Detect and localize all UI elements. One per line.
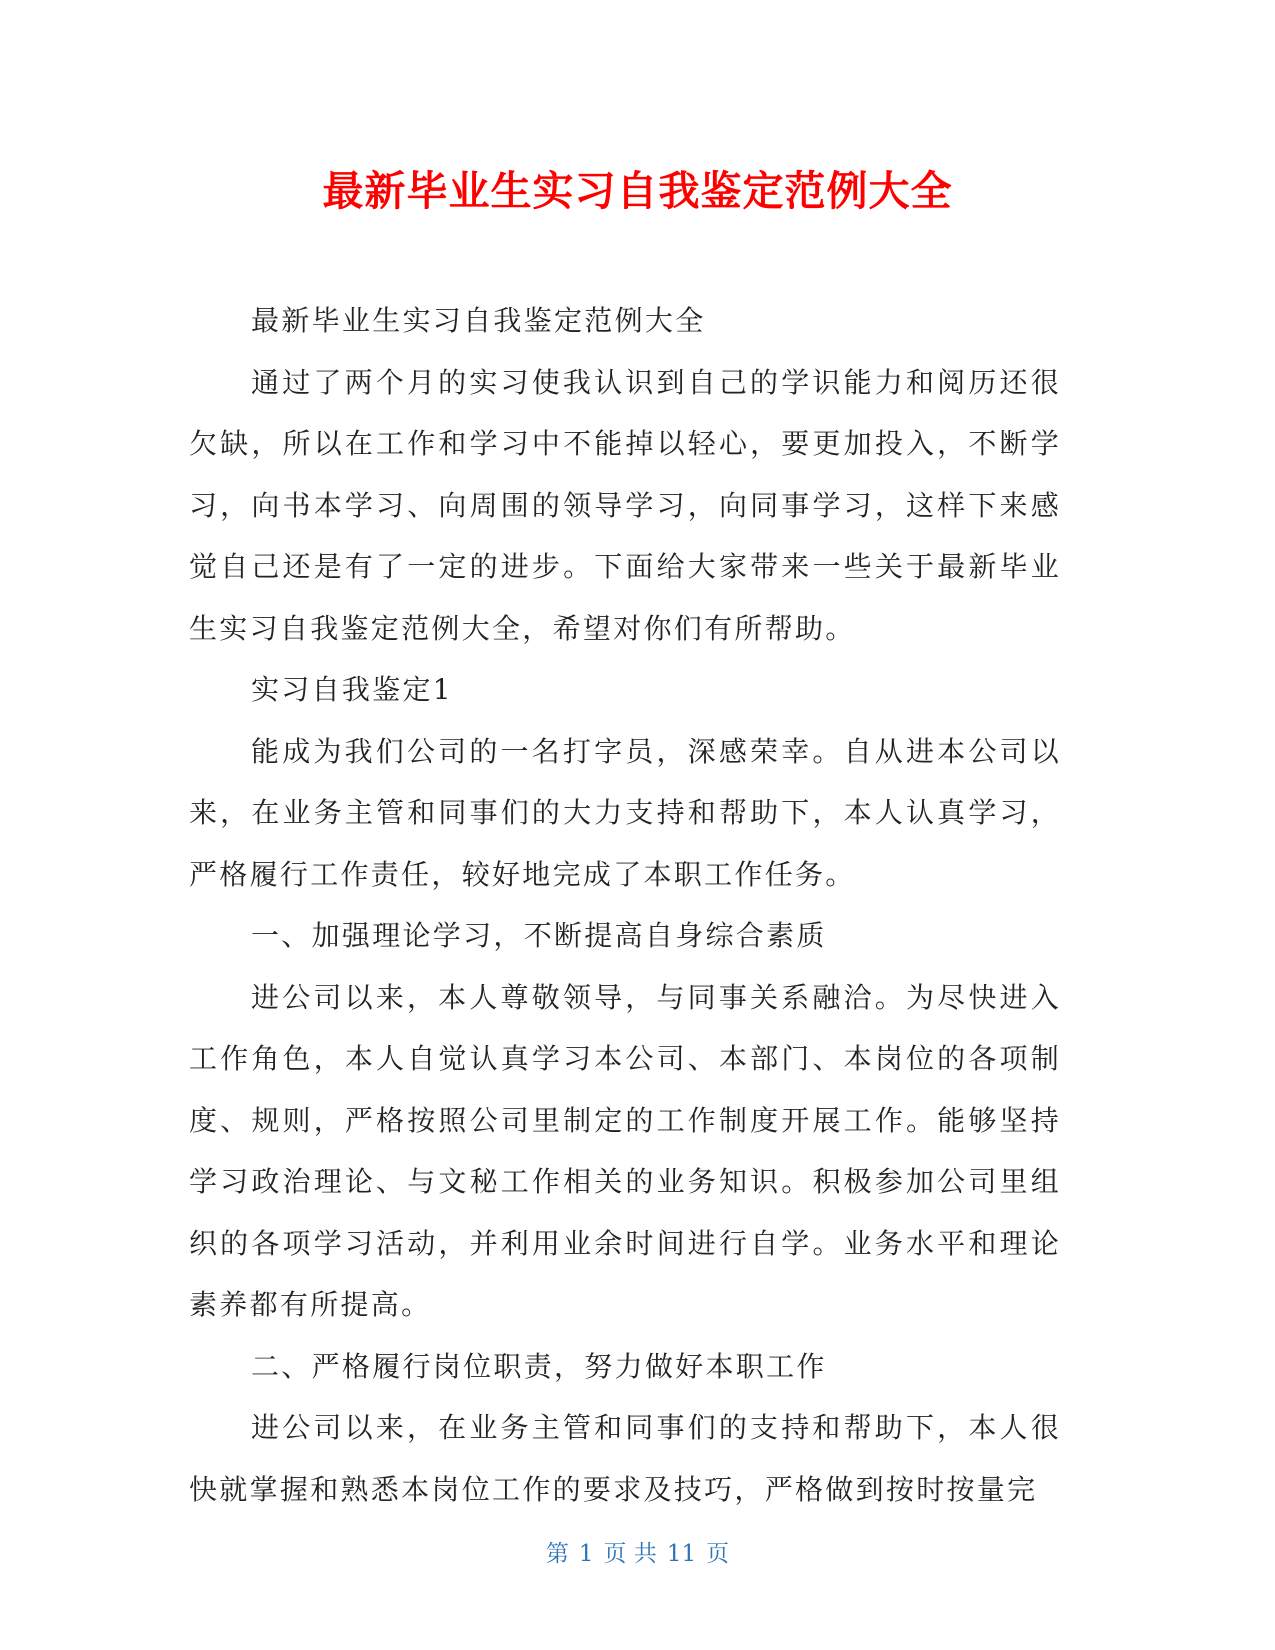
footer-middle: 页 共 bbox=[603, 1541, 657, 1567]
paragraph: 能成为我们公司的一名打字员，深感荣幸。自从进本公司以来，在业务主管和同事们的大力支持和帮助下，本人认真学习，严格履行工作责任，较好地完成了本职工作任务。 bbox=[189, 734, 1061, 891]
paragraph: 进公司以来，本人尊敬领导，与同事关系融洽。为尽快进入工作角色，本人自觉认真学习本公司、本部门、本岗位的各项制度、规则，严格按照公司里制定的工作制度开展工作。能够坚持学习政治理论、与文秘工作相关的业务知识。积极参加公司里组织的各项学习活动，并利用业余时间进行自学。业务水平和理论素养都有所提高。 bbox=[189, 980, 1061, 1321]
paragraph-intro: 通过了两个月的实习使我认识到自己的学识能力和阅历还很欠缺，所以在工作和学习中不能掉以轻心，要更加投入，不断学习，向书本学习、向周围的领导学习，向同事学习，这样下来感觉自己还是有了一定的进步。下面给大家带来一些关于最新毕业生实习自我鉴定范例大全，希望对你们有所帮助。 bbox=[189, 365, 1061, 645]
paragraph-subtitle: 最新毕业生实习自我鉴定范例大全 bbox=[251, 304, 706, 337]
footer-suffix: 页 bbox=[706, 1541, 730, 1567]
footer-total-pages: 11 bbox=[666, 1541, 697, 1567]
document-title: 最新毕业生实习自我鉴定范例大全 bbox=[322, 167, 953, 215]
document-body bbox=[189, 290, 1061, 1520]
subheading-job-duties: 二、严格履行岗位职责，努力做好本职工作 bbox=[251, 1349, 827, 1383]
page-footer bbox=[0, 1538, 1275, 1570]
paragraph: 进公司以来，在业务主管和同事们的支持和帮助下，本人很快就掌握和熟悉本岗位工作的要求及技巧，严格做到按时按量完 bbox=[189, 1411, 1061, 1506]
section-heading-1: 实习自我鉴定1 bbox=[251, 673, 453, 706]
subheading-theory-study: 一、加强理论学习，不断提高自身综合素质 bbox=[251, 919, 827, 952]
footer-page-number: 1 bbox=[578, 1541, 594, 1567]
footer-prefix: 第 bbox=[545, 1541, 569, 1567]
